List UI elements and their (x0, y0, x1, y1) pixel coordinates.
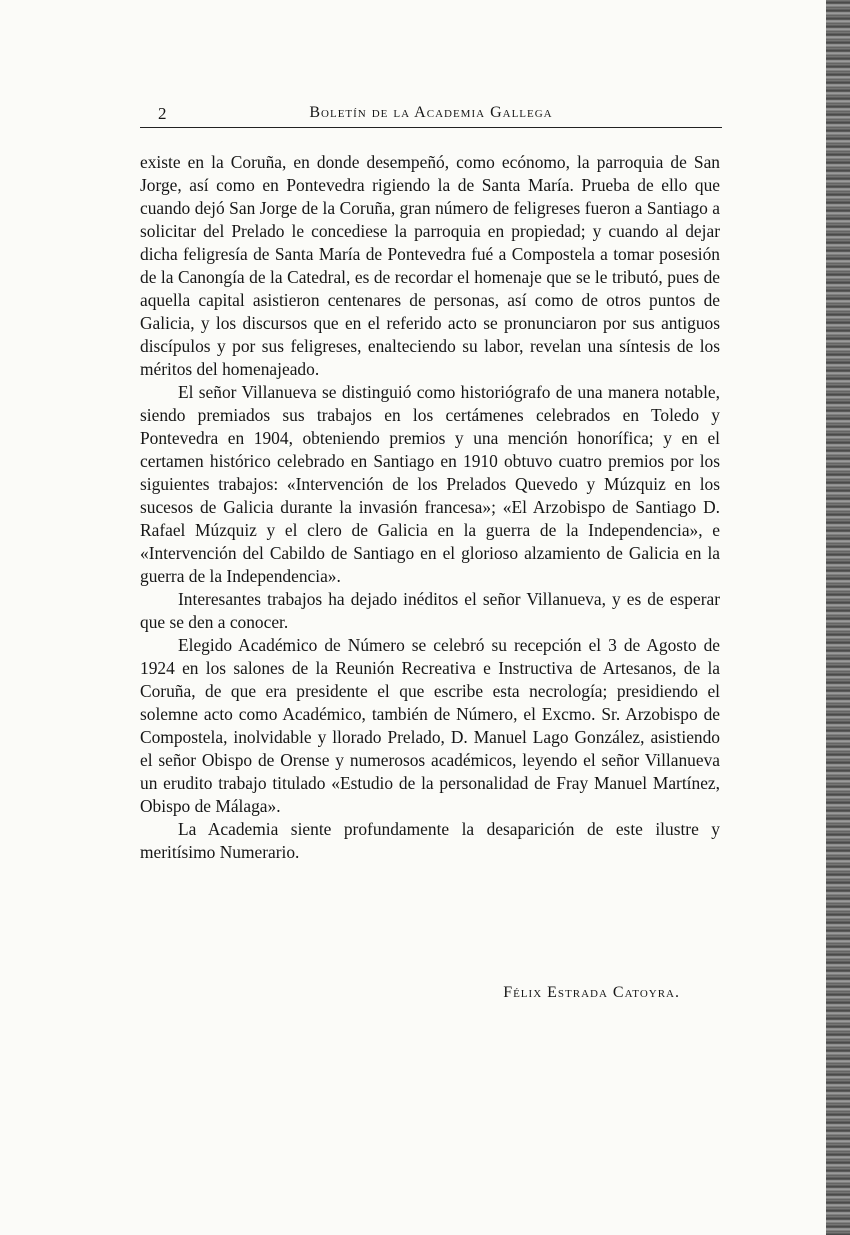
paragraph-4: Elegido Académico de Número se celebró su recepción el 3 de Agosto de 1924 en los salones de la Reunión Recreativa e Instructiva de Artesanos, de la Coruña, de que era presidente el que escribe esta necrología; presidiendo el solemne acto como Académico, también de Número, el Excmo. Sr. Arzobispo de Compostela, inolvidable y llorado Prelado, D. Manuel Lago González, asistiendo el señor Obispo de Orense y numerosos académicos, leyendo el señor Villanueva un erudito trabajo titulado «Estudio de la personalidad de Fray Manuel Martínez, Obispo de Málaga». (140, 635, 720, 816)
book-binding-edge (826, 0, 850, 1235)
paragraph-3: Interesantes trabajos ha dejado inéditos el señor Villanueva, y es de esperar que se den a conocer. (140, 589, 720, 632)
author-signature: Félix Estrada Catoyra. (503, 984, 680, 1001)
header-rule (140, 127, 722, 128)
paragraph-2: El señor Villanueva se distinguió como historiógrafo de una manera notable, siendo premiados sus trabajos en los certámenes celebrados en Toledo y Pontevedra en 1904, obteniendo premios y una mención honorífica; y en el certamen histórico celebrado en Santiago en 1910 obtuvo cuatro premios por los siguientes trabajos: «Intervención de los Prelados Quevedo y Múzquiz en los sucesos de Galicia durante la invasión francesa»; «El Arzobispo de Santiago D. Rafael Múzquiz y el clero de Galicia en la guerra de la Independencia», e «Intervención del Cabildo de Santiago en el glorioso alzamiento de Galicia en la guerra de la Independencia». (140, 382, 720, 586)
paragraph-1: existe en la Coruña, en donde desempeñó, como ecónomo, la parroquia de San Jorge, así como en Pontevedra rigiendo la de Santa María. Prueba de ello que cuando dejó San Jorge de la Coruña, gran número de feligreses fueron a Santiago a solicitar del Prelado le concediese la parroquia en propiedad; y cuando al dejar dicha feligresía de Santa María de Pontevedra fué a Compostela a tomar posesión de la Canongía de la Catedral, es de recordar el homenaje que se le tributó, pues de aquella capital asistieron centenares de personas, así como de otros puntos de Galicia, y los discursos que en el referido acto se pronunciaron por sus antiguos discípulos y por sus feligreses, enalteciendo su labor, revelan una síntesis de los méritos del homenajeado. (140, 152, 720, 379)
paragraph-5: La Academia siente profundamente la desaparición de este ilustre y meritísimo Numerario. (140, 819, 720, 862)
page-number: 2 (158, 104, 167, 123)
article-body (140, 151, 720, 864)
running-head (140, 100, 722, 128)
running-title: Boletín de la Academia Gallega (309, 104, 553, 121)
